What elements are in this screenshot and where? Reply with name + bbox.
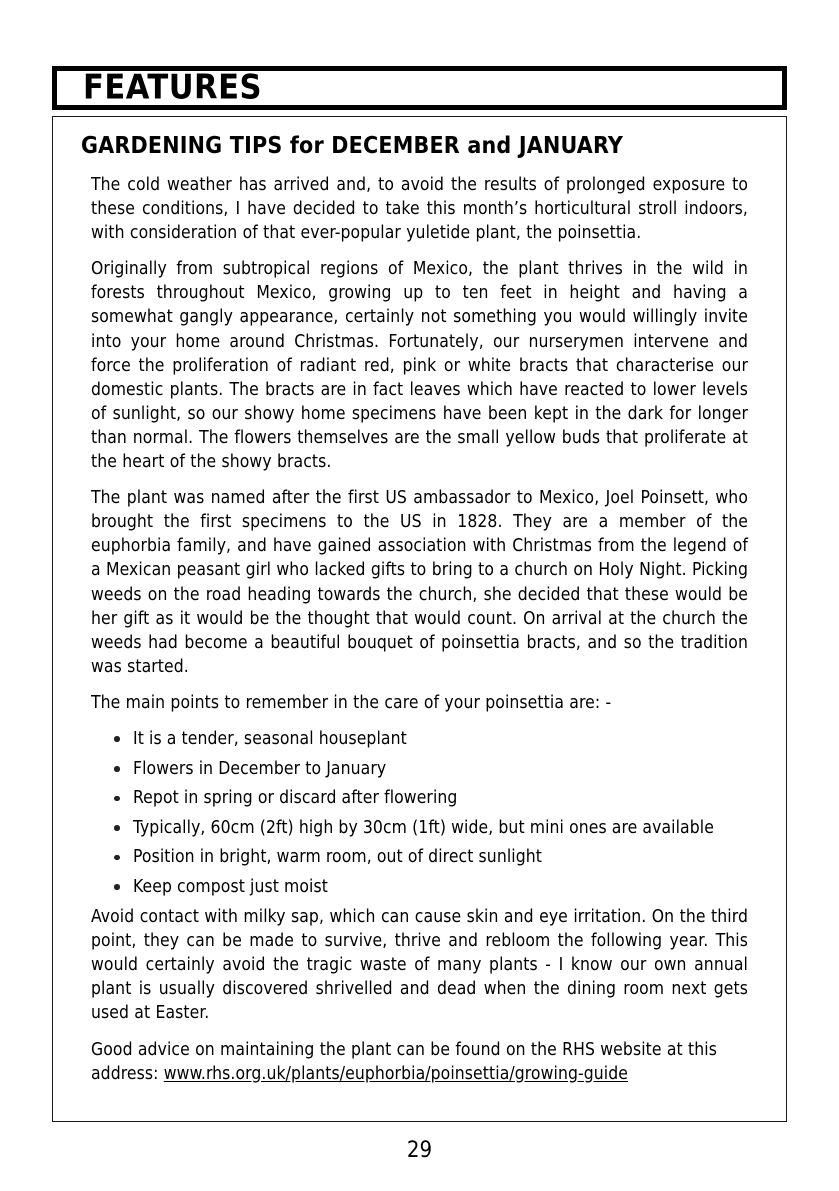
article-closing-paragraph: Avoid contact with milky sap, which can cause skin and eye irritation. On the third point, they can be made to survive, thrive and rebloom the following year. This would certainly avoid the tragic waste of many plants - I know our own annual plant is usually discovered shrivelled and dead when the dining room next gets used at Easter.: [91, 907, 748, 1024]
article-paragraph: The plant was named after the first US ambassador to Mexico, Joel Poinsett, who brought the first specimens to the US in 1828. They are a member of the euphorbia family, and have gained association with Christmas from the legend of a Mexican peasant girl who lacked gifts to bring to a church on Holy Night. Picking weeds on the road heading towards the church, she decided that these would be her gift as it would be the thought that would count. On arrival at the church the weeds had become a beautiful bouquet of poinsettia bracts, and so the tradition was started.: [91, 488, 748, 677]
bullet-icon: [114, 884, 120, 890]
rhs-website-link[interactable]: www.rhs.org.uk/plants/euphorbia/poinsettia/growing-guide: [163, 1063, 629, 1084]
list-item: [113, 816, 748, 840]
section-header-title: FEATURES: [83, 67, 263, 108]
list-item-label: Flowers in December to January: [133, 758, 387, 779]
bullet-icon: [114, 855, 120, 861]
list-item-label: Repot in spring or discard after flowering: [133, 788, 458, 809]
tips-list: [91, 727, 748, 899]
article-paragraph: Originally from subtropical regions of Mexico, the plant thrives in the wild in forests throughout Mexico, growing up to ten feet in height and having a somewhat gangly appearance, certainly not something you would willingly invite into your home around Christmas. Fortunately, our nurserymen intervene and force the proliferation of radiant red, pink or white bracts that characterise our domestic plants. The bracts are in fact leaves which have reacted to lower levels of sunlight, so our showy home specimens have been kept in the dark for longer than normal. The flowers themselves are the small yellow buds that proliferate at the heart of the showy bracts.: [91, 259, 748, 473]
list-item: [113, 875, 748, 899]
list-item: [113, 786, 748, 810]
list-item: [113, 727, 748, 751]
list-item-label: Keep compost just moist: [133, 876, 328, 897]
list-item: [113, 845, 748, 869]
article-container: [52, 116, 787, 1122]
bullet-icon: [114, 825, 120, 831]
article-body: [79, 173, 760, 1086]
list-item-label: Typically, 60cm (2ft) high by 30cm (1ft) wide, but mini ones are available: [133, 817, 714, 838]
list-item-label: Position in bright, warm room, out of direct sunlight: [133, 847, 543, 868]
bullet-icon: [114, 766, 120, 772]
resource-paragraph: [91, 1038, 748, 1086]
bullet-icon: [114, 736, 120, 742]
bullet-icon: [114, 796, 120, 802]
list-item: [113, 757, 748, 781]
tips-list-lead-in: The main points to remember in the care of your poinsettia are: -: [91, 692, 612, 713]
resource-intro-text: Good advice on maintaining the plant can be found on the RHS website at this address:: [91, 1039, 718, 1084]
list-item-label: It is a tender, seasonal houseplant: [133, 728, 407, 749]
page-number: 29: [406, 1138, 433, 1163]
section-header-box: [52, 66, 787, 110]
article-title: GARDENING TIPS for DECEMBER and JANUARY: [81, 133, 624, 159]
article-inner: [53, 117, 786, 1086]
article-paragraph: The cold weather has arrived and, to avoid the results of prolonged exposure to these conditions, I have decided to take this month’s horticultural stroll indoors, with consideration of that ever-popular yuletide plant, the poinsettia.: [91, 175, 748, 244]
